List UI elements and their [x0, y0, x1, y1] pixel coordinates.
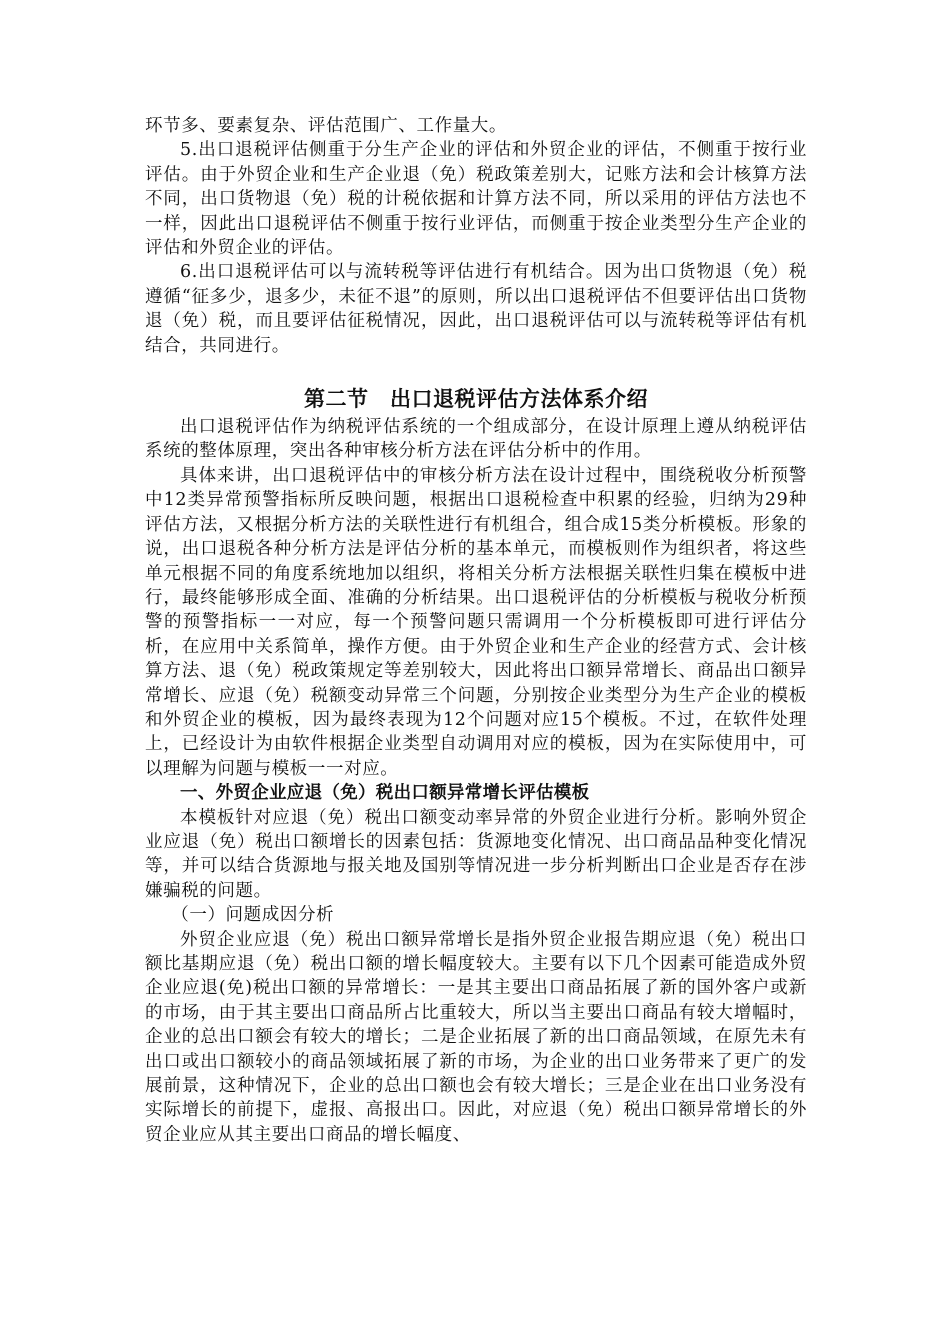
paragraph-intro-2: 具体来讲，出口退税评估中的审核分析方法在设计过程中，围绕税收分析预警中12类异常预警指标所反映问题，根据出口退税检查中积累的经验，归纳为29种评估方法，又根据分析方法的关联性进行有机组合，组合成15类分析模板。形象的说，出口退税各种分析方法是评估分析的基本单元，而模板则作为组织者，将这些单元根据不同的角度系统地加以组织，将相关分析方法根据关联性归集在模板中进行，最终能够形成全面、准确的分析结果。出口退税评估的分析模板与税收分析预警的预警指标一一对应，每一个预警问题只需调用一个分析模板即可进行评估分析，在应用中关系简单，操作方便。由于外贸企业和生产企业的经营方式、会计核算方法、退（免）税政策规定等差别较大，因此将出口额异常增长、商品出口额异常增长、应退（免）税额变动异常三个问题，分别按企业类型分为生产企业的模板和外贸企业的模板，因为最终表现为12个问题对应15个模板。不过，在软件处理上，已经设计为由软件根据企业类型自动调用对应的模板，因为在实际使用中，可以理解为问题与模板一一对应。 — [145, 465, 807, 779]
paragraph-point-5: 5.出口退税评估侧重于分生产企业的评估和外贸企业的评估，不侧重于按行业评估。由于外贸企业和生产企业退（免）税政策差别大，记账方法和会计核算方法不同，出口货物退（免）税的计税依据和计算方法不同，所以采用的评估方法也不一样，因此出口退税评估不侧重于按行业评估，而侧重于按企业类型分生产企业的评估和外贸企业的评估。 — [145, 140, 807, 259]
paragraph-model: 本模板针对应退（免）税出口额变动率异常的外贸企业进行分析。影响外贸企业应退（免）税出口额增长的因素包括：货源地变化情况、出口商品品种变化情况等，并可以结合货源地与报关地及国别等情况进一步分析判断出口企业是否存在涉嫌骗税的问题。 — [145, 807, 807, 901]
paragraph-point-6: 6.出口退税评估可以与流转税等评估进行有机结合。因为出口货物退（免）税遵循“征多少，退多少，未征不退”的原则，所以出口退税评估不但要评估出口货物退（免）税，而且要评估征税情况，因此，出口退税评估可以与流转税等评估有机结合，共同进行。 — [145, 262, 807, 356]
paragraph-cause-analysis: 外贸企业应退（免）税出口额异常增长是指外贸企业报告期应退（免）税出口额比基期应退（免）税出口额的增长幅度较大。主要有以下几个因素可能造成外贸企业应退(免)税出口额的异常增长：一是其主要出口商品拓展了新的国外客户或新的市场，由于其主要出口商品所占比重较大，所以当主要出口商品有较大增幅时，企业的总出口额会有较大的增长；二是企业拓展了新的出口商品领域，在原先未有出口或出口额较小的商品领域拓展了新的市场，为企业的出口业务带来了更广的发展前景，这种情况下，企业的总出口额也会有较大增长；三是企业在出口业务没有实际增长的前提下，虚报、高报出口。因此，对应退（免）税出口额异常增长的外贸企业应从其主要出口商品的增长幅度、 — [145, 929, 807, 1145]
section-title: 第二节 出口退税评估方法体系介绍 — [304, 387, 648, 412]
subsection-heading: 一、外贸企业应退（免）税出口额异常增长评估模板 — [180, 783, 590, 804]
paragraph-continued: 环节多、要素复杂、评估范围广、工作量大。 — [145, 116, 507, 136]
subsubsection-heading: （一）问题成因分析 — [171, 905, 335, 926]
paragraph-intro-1: 出口退税评估作为纳税评估系统的一个组成部分，在设计原理上遵从纳税评估系统的整体原理，突出各种审核分析方法在评估分析中的作用。 — [145, 417, 807, 462]
document-page — [145, 114, 807, 1147]
